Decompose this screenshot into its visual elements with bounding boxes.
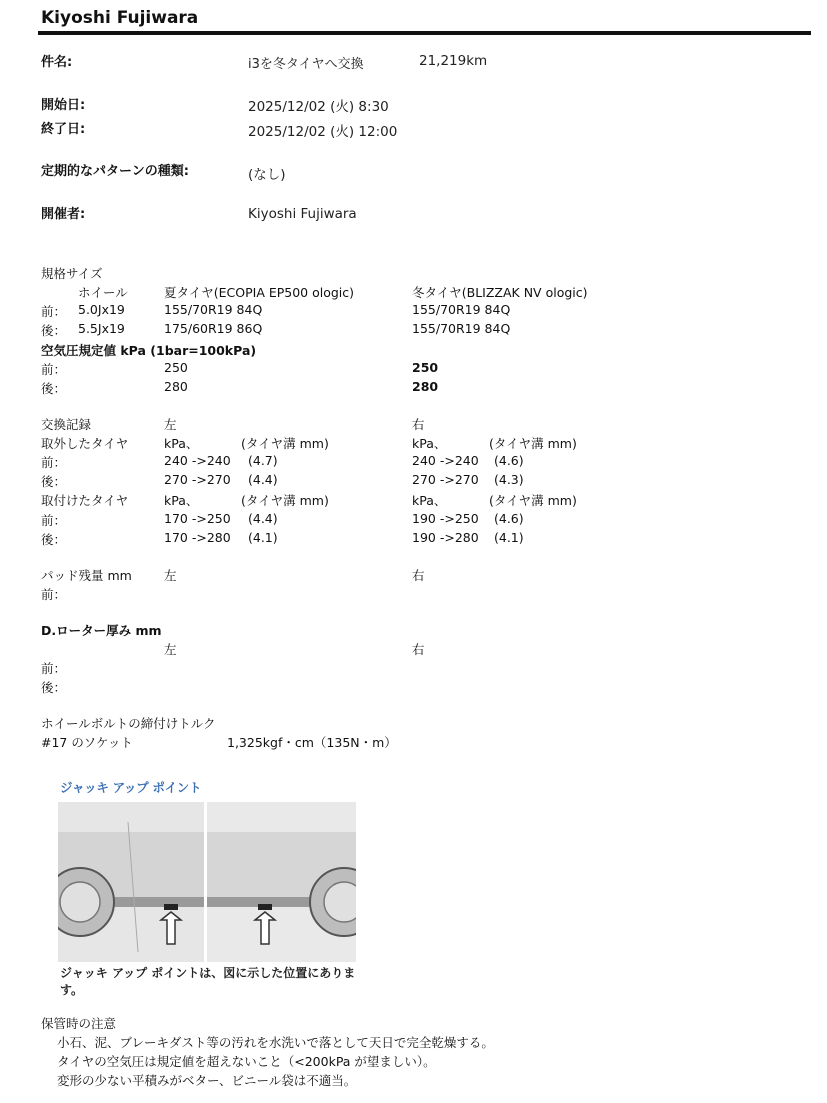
exchange-right: 右 [412,417,425,432]
odometer-value: 21,219km [419,53,488,69]
installed-right-kpa: 190 ->280 [412,530,479,545]
spec-row-winter: 155/70R19 84Q [412,321,511,336]
storage-line: タイヤの空気圧は規定値を超えないこと（<200kPa が望ましい）。 [57,1054,436,1069]
storage-heading: 保管時の注意 [41,1016,117,1031]
exchange-left: 左 [164,417,177,432]
pad-right: 右 [412,568,425,583]
installed-row-pos: 前： [41,513,67,528]
rotor-front: 前： [41,661,67,676]
spec-row-pos: 前： [41,304,67,319]
jack-point-marker [164,904,178,910]
rotor-rear: 後： [41,680,67,695]
jack-point-figure [58,770,356,1002]
removed-label: 取外したタイヤ [41,436,129,451]
removed-left-kpa: 240 ->240 [164,453,231,468]
rotor-heading: D.ローター厚み mm [41,623,162,638]
installed-right-tread: (4.6) [494,511,524,526]
header-rule [38,31,811,35]
pressure-summer: 250 [164,360,188,375]
spec-heading: 規格サイズ [41,266,103,281]
jack-caption: ジャッキ アップ ポイントは、図に示した位置にあります。 [60,966,356,997]
pad-heading: パッド残量 mm [41,568,132,583]
subject-value: i3を冬タイヤへ交換 [248,57,364,72]
torque-heading: ホイールボルトの締付けトルク [41,716,216,731]
start-value: 2025/12/02 (火) 8:30 [248,99,389,115]
col-kpa: kPa、 [412,436,447,451]
removed-row-pos: 後： [41,474,67,489]
recurrence-value: (なし) [248,167,286,183]
installed-right-tread: (4.1) [494,530,524,545]
col-kpa: kPa、 [164,493,199,508]
spec-row-pos: 後： [41,323,67,338]
installed-left-tread: (4.1) [248,530,278,545]
rotor-right: 右 [412,642,425,657]
spec-row-wheel: 5.5Jx19 [78,321,125,336]
end-label: 終了日: [41,122,86,137]
pressure-winter: 250 [412,360,439,375]
col-tread: (タイヤ溝 mm) [241,493,329,508]
installed-left-kpa: 170 ->280 [164,530,231,545]
col-kpa: kPa、 [164,436,199,451]
storage-line: 変形の少ない平積みがベター、ビニール袋は不適当。 [57,1073,357,1088]
col-tread: (タイヤ溝 mm) [489,493,577,508]
subject-label: 件名: [41,55,73,70]
pressure-winter: 280 [412,379,439,394]
removed-row-pos: 前： [41,455,67,470]
car-illustration [58,802,356,962]
col-kpa: kPa、 [412,493,447,508]
removed-right-kpa: 270 ->270 [412,472,479,487]
torque-socket: #17 のソケット [41,735,133,750]
spec-col-summer: 夏タイヤ(ECOPIA EP500 ologic) [164,285,355,300]
organizer-value: Kiyoshi Fujiwara [248,206,357,222]
jack-point-marker [258,904,272,910]
storage-line: 小石、泥、ブレーキダスト等の汚れを水洗いで落として天日で完全乾燥する。 [57,1035,494,1050]
installed-label: 取付けたタイヤ [41,493,129,508]
exchange-heading: 交換記録 [41,417,92,432]
removed-left-tread: (4.4) [248,472,278,487]
rotor-left: 左 [164,642,177,657]
col-tread: (タイヤ溝 mm) [241,436,329,451]
spec-row-winter: 155/70R19 84Q [412,302,511,317]
spec-row-summer: 155/70R19 84Q [164,302,263,317]
pressure-row-pos: 後： [41,381,67,396]
col-tread: (タイヤ溝 mm) [489,436,577,451]
removed-right-tread: (4.6) [494,453,524,468]
installed-row-pos: 後： [41,532,67,547]
spec-col-wheel: ホイール [78,285,128,300]
end-value: 2025/12/02 (火) 12:00 [248,124,398,140]
spec-col-winter: 冬タイヤ(BLIZZAK NV ologic) [412,285,588,300]
removed-right-tread: (4.3) [494,472,524,487]
installed-left-tread: (4.4) [248,511,278,526]
removed-left-tread: (4.7) [248,453,278,468]
spec-row-summer: 175/60R19 86Q [164,321,263,336]
installed-right-kpa: 190 ->250 [412,511,479,526]
pressure-summer: 280 [164,379,188,394]
removed-right-kpa: 240 ->240 [412,453,479,468]
pressure-heading: 空気圧規定値 kPa (1bar=100kPa) [41,343,257,358]
pressure-row-pos: 前： [41,362,67,377]
spec-row-wheel: 5.0Jx19 [78,302,125,317]
pad-left: 左 [164,568,177,583]
torque-value: 1,325kgf・cm（135N・m） [227,735,397,750]
start-label: 開始日: [41,98,86,113]
pad-front: 前： [41,587,67,602]
jack-title: ジャッキ アップ ポイント [60,780,202,795]
organizer-label: 開催者: [41,207,86,222]
removed-left-kpa: 270 ->270 [164,472,231,487]
recurrence-label: 定期的なパターンの種類: [41,164,189,179]
owner-name: Kiyoshi Fujiwara [41,8,199,28]
installed-left-kpa: 170 ->250 [164,511,231,526]
